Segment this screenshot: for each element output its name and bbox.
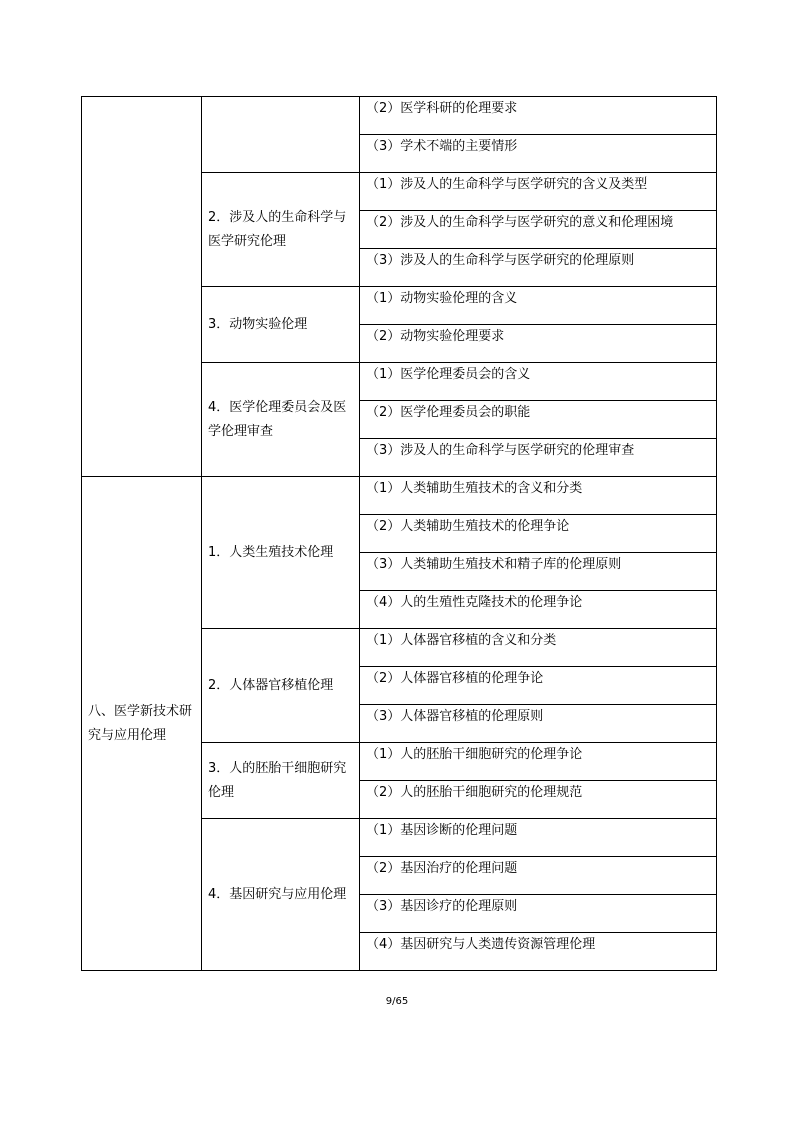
point-cell: （4）人的生殖性克隆技术的伦理争论 (360, 591, 717, 629)
point-cell: （2）人体器官移植的伦理争论 (360, 667, 717, 705)
point-cell: （3）涉及人的生命科学与医学研究的伦理原则 (360, 249, 717, 287)
point-cell: （1）动物实验伦理的含义 (360, 287, 717, 325)
point-cell: （3）基因诊疗的伦理原则 (360, 895, 717, 933)
unit-cell (82, 97, 202, 477)
topic-cell: 2．涉及人的生命科学与医学研究伦理 (202, 173, 360, 287)
point-cell: （1）人的胚胎干细胞研究的伦理争论 (360, 743, 717, 781)
point-cell: （2）动物实验伦理要求 (360, 325, 717, 363)
table-row (82, 97, 717, 135)
table-row (82, 477, 717, 515)
point-cell: （1）医学伦理委员会的含义 (360, 363, 717, 401)
point-cell: （2）基因治疗的伦理问题 (360, 857, 717, 895)
point-cell: （3）学术不端的主要情形 (360, 135, 717, 173)
point-cell: （1）人类辅助生殖技术的含义和分类 (360, 477, 717, 515)
topic-cell: 2．人体器官移植伦理 (202, 629, 360, 743)
point-cell: （2）涉及人的生命科学与医学研究的意义和伦理困境 (360, 211, 717, 249)
point-cell: （2）医学科研的伦理要求 (360, 97, 717, 135)
point-cell: （1）涉及人的生命科学与医学研究的含义及类型 (360, 173, 717, 211)
page-number: 9/65 (385, 996, 409, 1007)
topic-cell: 3．人的胚胎干细胞研究伦理 (202, 743, 360, 819)
point-cell: （4）基因研究与人类遗传资源管理伦理 (360, 933, 717, 971)
point-cell: （2）人类辅助生殖技术的伦理争论 (360, 515, 717, 553)
point-cell: （2）人的胚胎干细胞研究的伦理规范 (360, 781, 717, 819)
syllabus-body (82, 97, 717, 971)
point-cell: （1）人体器官移植的含义和分类 (360, 629, 717, 667)
topic-cell: 3．动物实验伦理 (202, 287, 360, 363)
point-cell: （2）医学伦理委员会的职能 (360, 401, 717, 439)
unit-cell: 八、医学新技术研究与应用伦理 (82, 477, 202, 971)
point-cell: （1）基因诊断的伦理问题 (360, 819, 717, 857)
syllabus-table (81, 96, 717, 971)
point-cell: （3）人类辅助生殖技术和精子库的伦理原则 (360, 553, 717, 591)
point-cell: （3）涉及人的生命科学与医学研究的伦理审查 (360, 439, 717, 477)
topic-cell: 4．医学伦理委员会及医学伦理审查 (202, 363, 360, 477)
topic-cell: 4．基因研究与应用伦理 (202, 819, 360, 971)
point-cell: （3）人体器官移植的伦理原则 (360, 705, 717, 743)
topic-cell (202, 97, 360, 173)
topic-cell: 1．人类生殖技术伦理 (202, 477, 360, 629)
